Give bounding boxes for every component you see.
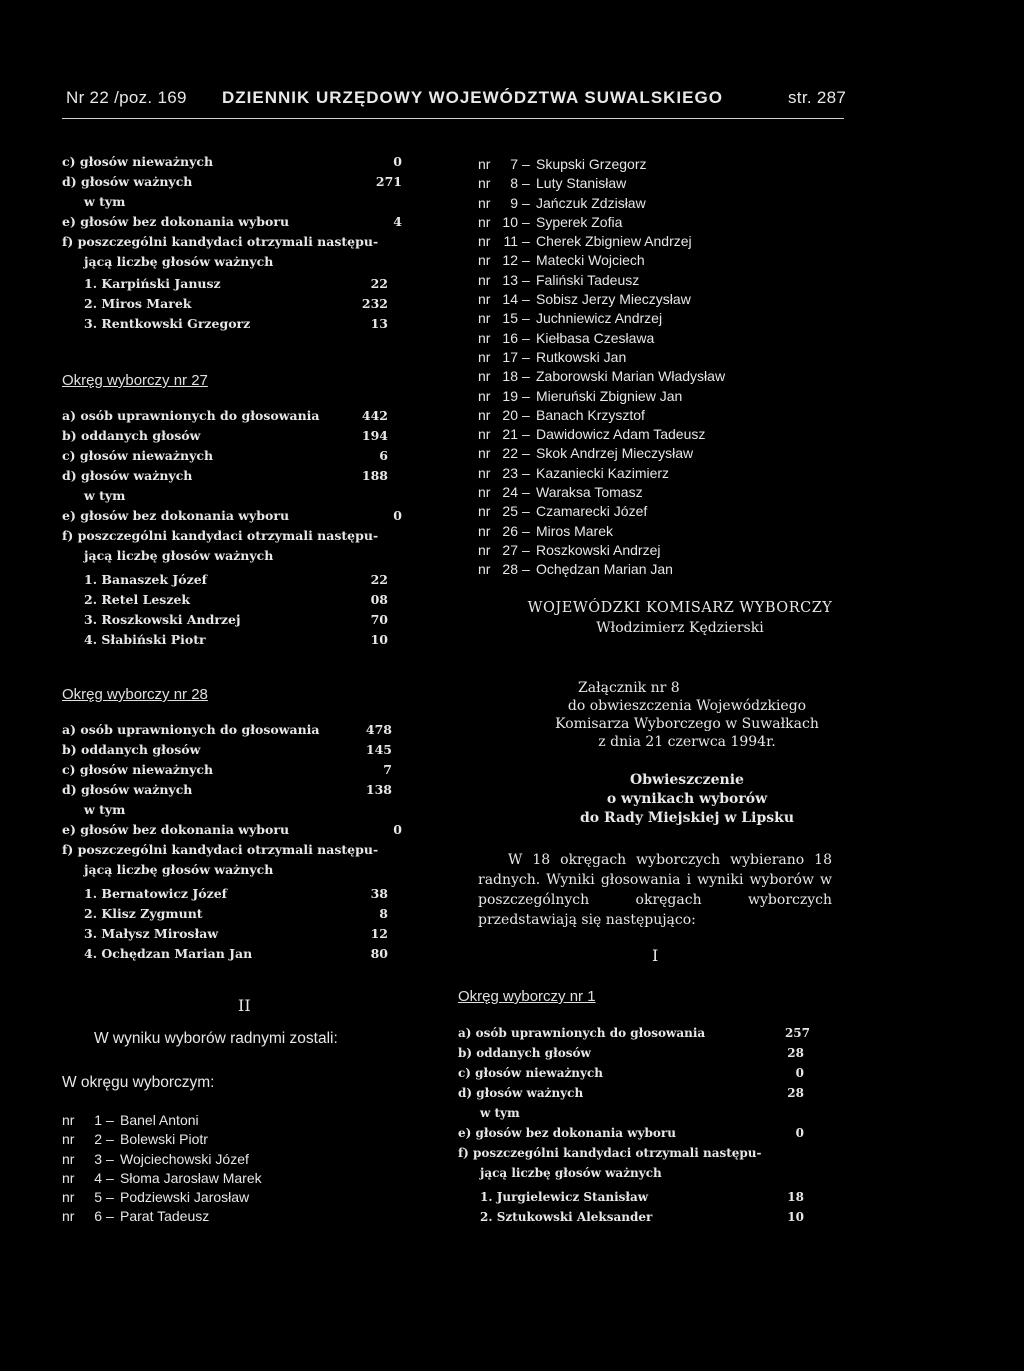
result-row: b) oddanych głosów 145	[62, 742, 392, 757]
result-row: d) głosów ważnych 28	[458, 1086, 804, 1100]
councillors-list-left	[62, 1112, 382, 1228]
district-1-heading: Okręg wyborczy nr 1	[458, 988, 596, 1005]
list-item: nr 7 – Skupski Grzegorz	[478, 156, 647, 172]
result-row: f) poszczególni kandydaci otrzymali następu-	[62, 234, 379, 249]
list-item: nr 12 – Matecki Wojciech	[478, 252, 645, 269]
district-28-results	[62, 722, 402, 966]
list-item: nr 27 – Roszkowski Andrzej	[478, 541, 661, 558]
announcement-title	[528, 772, 846, 829]
list-item: nr 10 – Syperek Zofia	[478, 213, 623, 230]
issue-number: Nr 22 /poz. 169	[66, 88, 187, 107]
result-row: w tym	[84, 802, 126, 817]
list-item: nr 8 – Luty Stanisław	[478, 175, 627, 192]
list-item: nr 17 – Rutkowski Jan	[478, 348, 627, 365]
result-row: c) głosów nieważnych 7	[62, 762, 392, 777]
result-row: c) głosów nieważnych 0	[62, 154, 402, 169]
result-row: c) głosów nieważnych 6	[62, 448, 388, 463]
list-item: nr 11 – Cherek Zbigniew Andrzej	[478, 233, 692, 250]
district-27-heading: Okręg wyborczy nr 27	[62, 372, 208, 389]
commissioner-title: WOJEWÓDZKI KOMISARZ WYBORCZY	[527, 600, 833, 616]
result-row: f) poszczególni kandydaci otrzymali następu-	[62, 842, 379, 857]
candidate-row: 4. Ochędzan Marian Jan 80	[84, 946, 388, 961]
list-item: nr 4 – Słoma Jarosław Marek	[62, 1169, 262, 1186]
list-item: nr 2 – Bolewski Piotr	[62, 1131, 208, 1148]
list-item: nr 1 – Banel Antoni	[62, 1112, 199, 1128]
announcement-line: o wynikach wyborów	[606, 791, 768, 807]
announcement-line: do Rady Miejskiej w Lipsku	[580, 810, 794, 826]
result-row: jącą liczbę głosów ważnych	[84, 254, 274, 269]
result-row: f) poszczególni kandydaci otrzymali następu-	[458, 1146, 762, 1160]
result-row: d) głosów ważnych 188	[62, 468, 388, 483]
results-intro: W wyniku wyborów radnymi zostali:	[94, 1030, 338, 1047]
candidate-row: 1. Karpiński Janusz 22	[84, 276, 388, 291]
list-item: nr 19 – Mieruński Zbigniew Jan	[478, 387, 683, 404]
list-item: nr 5 – Podziewski Jarosław	[62, 1189, 250, 1206]
result-row: w tym	[84, 194, 126, 209]
list-item: nr 23 – Kazaniecki Kazimierz	[478, 464, 670, 481]
result-row: w tym	[84, 488, 126, 503]
result-row: f) poszczególni kandydaci otrzymali następu-	[62, 528, 379, 543]
candidate-row: 2. Klisz Zygmunt 8	[84, 906, 388, 921]
list-item: nr 18 – Zaborowski Marian Władysław	[478, 368, 726, 385]
candidate-row: 1. Jurgielewicz Stanisław 18	[480, 1190, 804, 1204]
list-item: nr 26 – Miros Marek	[478, 522, 614, 539]
result-row: a) osób uprawnionych do głosowania 478	[62, 722, 392, 737]
list-item: nr 3 – Wojciechowski Józef	[62, 1150, 249, 1167]
list-item: nr 16 – Kiełbasa Czesława	[478, 329, 655, 346]
candidate-row: 1. Bernatowicz Józef 38	[84, 886, 388, 901]
annex-number: Załącznik nr 8	[578, 680, 680, 696]
district-intro: W okręgu wyborczym:	[62, 1074, 215, 1091]
annex-note	[528, 680, 846, 752]
list-item: nr 14 – Sobisz Jerzy Mieczysław	[478, 291, 691, 308]
commissioner-name: Włodzimierz Kędzierski	[596, 620, 764, 636]
district-26-results	[62, 154, 402, 336]
header-rule	[62, 118, 844, 119]
candidate-row: 1. Banaszek Józef 22	[84, 572, 388, 587]
result-row: d) głosów ważnych 138	[62, 782, 392, 797]
announcement-line: Obwieszczenie	[630, 772, 744, 788]
result-row: d) głosów ważnych 271	[62, 174, 402, 189]
result-row: e) głosów bez dokonania wyboru 0	[62, 508, 402, 523]
list-item: nr 9 – Jańczuk Zdzisław	[478, 194, 646, 211]
list-item: nr 20 – Banach Krzysztof	[478, 406, 645, 423]
list-item: nr 21 – Dawidowicz Adam Tadeusz	[478, 426, 706, 443]
list-item: nr 13 – Faliński Tadeusz	[478, 271, 640, 288]
journal-title: DZIENNIK URZĘDOWY WOJEWÓDZTWA SUWALSKIEGO	[222, 88, 723, 107]
district-28-heading: Okręg wyborczy nr 28	[62, 686, 208, 703]
list-item: nr 28 – Ochędzan Marian Jan	[478, 561, 673, 578]
candidate-row: 2. Sztukowski Aleksander 10	[480, 1210, 804, 1224]
section-1-numeral: I	[652, 946, 659, 965]
result-row: b) oddanych głosów 194	[62, 428, 388, 443]
district-1-results	[458, 1026, 818, 1230]
annex-line: Komisarza Wyborczego w Suwałkach	[555, 716, 819, 732]
list-item: nr 15 – Juchniewicz Andrzej	[478, 310, 663, 327]
result-row: e) głosów bez dokonania wyboru 0	[458, 1126, 804, 1140]
announcement-paragraph: W 18 okręgach wyborczych wybierano 18 radnych. Wyniki głosowania i wyniki wyborów w poszczególnych okręgach wyborczych przedstawiają się następująco:	[478, 852, 832, 928]
list-item: nr 25 – Czamarecki Józef	[478, 503, 648, 520]
candidate-row: 4. Słabiński Piotr 10	[84, 632, 388, 647]
result-row: a) osób uprawnionych do głosowania 257	[458, 1026, 810, 1040]
result-row: c) głosów nieważnych 0	[458, 1066, 804, 1080]
district-27-results	[62, 408, 402, 652]
candidate-row: 2. Miros Marek 232	[84, 296, 388, 311]
annex-line: z dnia 21 czerwca 1994r.	[598, 734, 776, 750]
result-row: w tym	[480, 1106, 520, 1120]
candidate-row: 2. Retel Leszek 08	[84, 592, 388, 607]
section-2-numeral: II	[238, 996, 251, 1015]
result-row: jącą liczbę głosów ważnych	[84, 548, 274, 563]
commissioner-signature	[500, 600, 860, 638]
councillors-list-right	[478, 156, 838, 581]
candidate-row: 3. Roszkowski Andrzej 70	[84, 612, 388, 627]
page-number: str. 287	[788, 88, 847, 107]
candidate-row: 3. Małysz Mirosław 12	[84, 926, 388, 941]
result-row: jącą liczbę głosów ważnych	[84, 862, 274, 877]
result-row: b) oddanych głosów 28	[458, 1046, 804, 1060]
candidate-row: 3. Rentkowski Grzegorz 13	[84, 316, 388, 331]
annex-line: do obwieszczenia Wojewódzkiego	[567, 698, 807, 714]
result-row: jącą liczbę głosów ważnych	[480, 1166, 662, 1180]
list-item: nr 6 – Parat Tadeusz	[62, 1208, 210, 1225]
result-row: e) głosów bez dokonania wyboru 0	[62, 822, 402, 837]
list-item: nr 24 – Waraksa Tomasz	[478, 484, 643, 501]
result-row: a) osób uprawnionych do głosowania 442	[62, 408, 388, 423]
result-row: e) głosów bez dokonania wyboru 4	[62, 214, 402, 229]
list-item: nr 22 – Skok Andrzej Mieczysław	[478, 445, 694, 462]
